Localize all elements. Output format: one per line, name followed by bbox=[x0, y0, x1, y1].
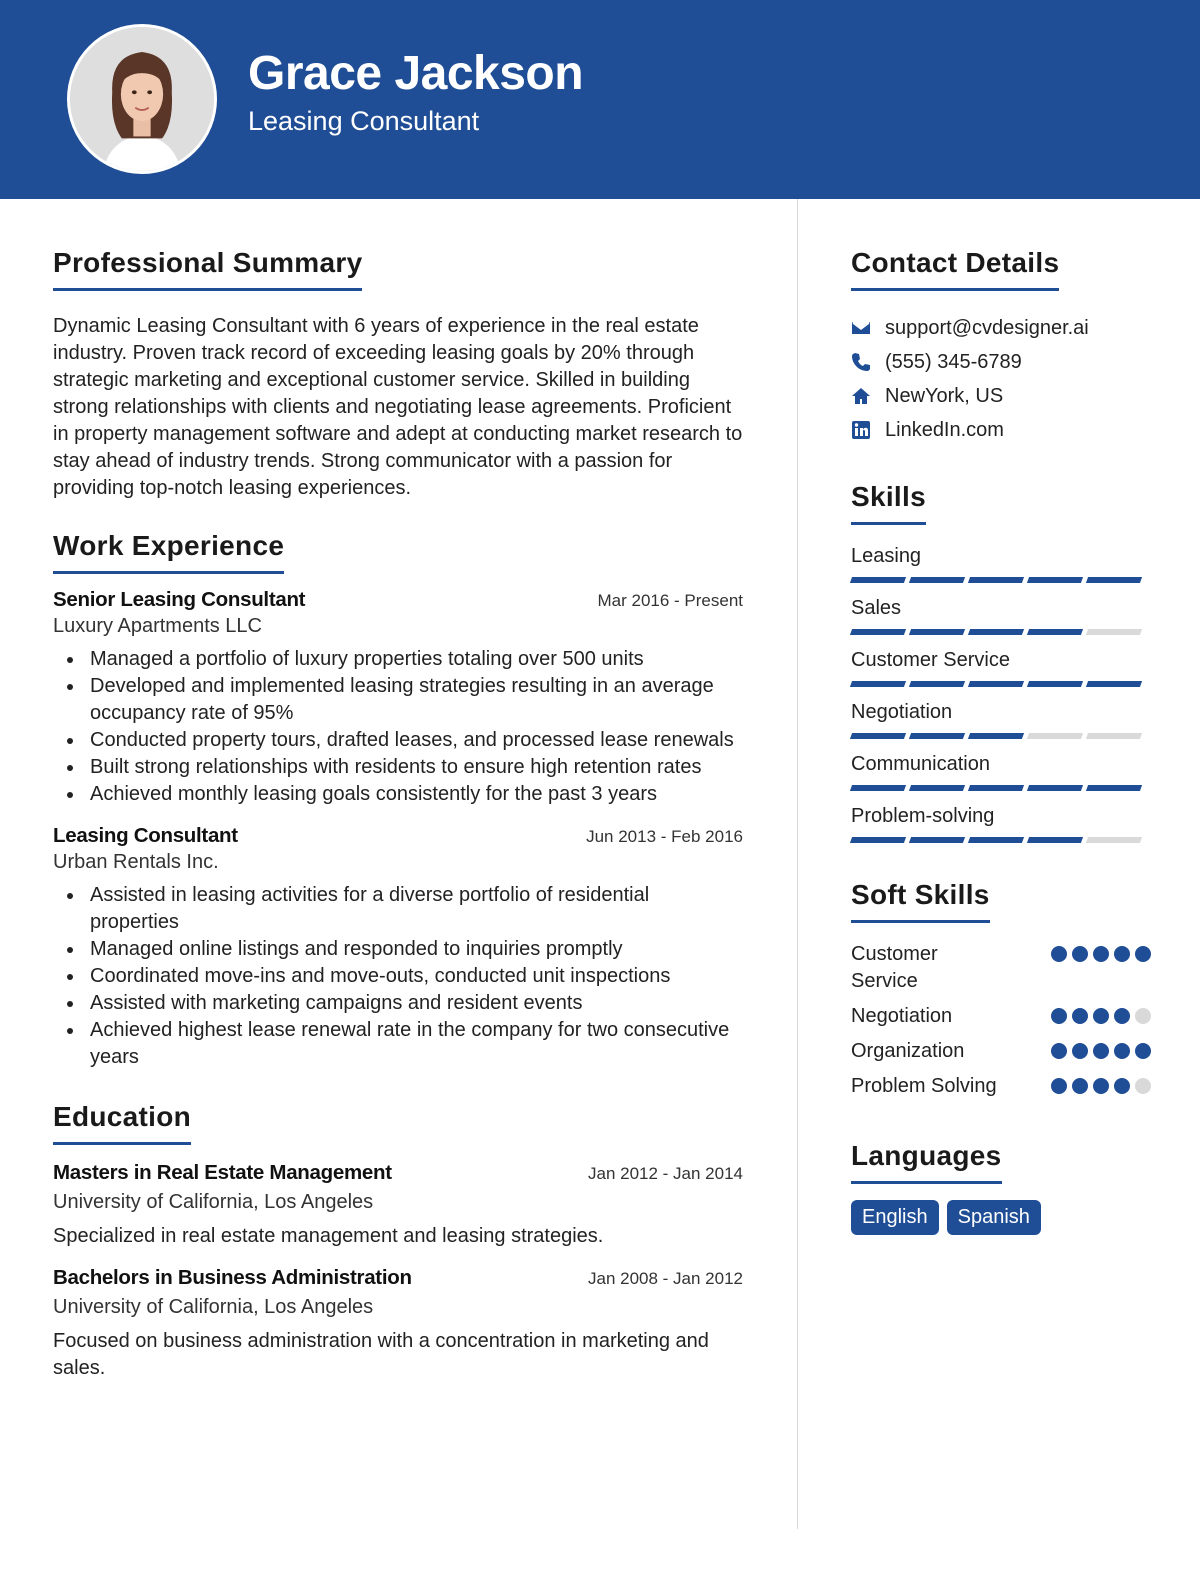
skill-level-bar bbox=[851, 629, 1151, 635]
section-heading: Professional Summary bbox=[53, 247, 362, 291]
job-bullets bbox=[53, 882, 743, 1071]
linkedin-text: LinkedIn.com bbox=[885, 418, 1004, 441]
skill-item bbox=[851, 595, 1151, 635]
list-item: Assisted with marketing campaigns and resident events bbox=[53, 990, 743, 1017]
language-badge: English bbox=[851, 1200, 939, 1235]
contact-linkedin[interactable] bbox=[851, 413, 1151, 447]
skill-level-segment bbox=[1027, 733, 1083, 739]
soft-skills-section bbox=[851, 879, 1151, 1100]
degree-title: Bachelors in Business Administration bbox=[53, 1266, 412, 1289]
main-column bbox=[53, 247, 743, 1408]
skill-level-segment bbox=[1086, 681, 1142, 687]
job-title: Leasing Consultant bbox=[53, 824, 238, 847]
job-date: Jun 2013 - Feb 2016 bbox=[586, 827, 743, 846]
skill-level-segment bbox=[1027, 837, 1083, 843]
rating-dot bbox=[1051, 1043, 1067, 1059]
skill-level-segment bbox=[909, 785, 965, 791]
soft-skill-name: Customer Service bbox=[851, 943, 938, 992]
job-title: Senior Leasing Consultant bbox=[53, 588, 306, 611]
section-heading: Education bbox=[53, 1101, 191, 1145]
skill-level-segment bbox=[909, 629, 965, 635]
skill-level-segment bbox=[850, 577, 906, 583]
skill-level-segment bbox=[1027, 681, 1083, 687]
skill-item bbox=[851, 699, 1151, 739]
rating-dot bbox=[1114, 1008, 1130, 1024]
skill-level-segment bbox=[909, 577, 965, 583]
summary-text: Dynamic Leasing Consultant with 6 years of experience in the real estate industry. Proven track record of exceeding leasing goals by 20% through strategic marketing and exceptional customer service. Skilled in building strong relationships with clients and negotiating lease agreements. Proficient in property management software and adept at conducting market research to stay ahead of industry trends. Strong communicator with a passion for providing top-notch leasing experiences. bbox=[53, 315, 743, 499]
list-item: Developed and implemented leasing strategies resulting in an average occupancy rate of 95% bbox=[53, 673, 743, 727]
skill-level-segment bbox=[850, 681, 906, 687]
rating-dot bbox=[1114, 1078, 1130, 1094]
skill-name: Customer Service bbox=[851, 649, 1010, 671]
skill-name: Leasing bbox=[851, 545, 922, 567]
education-date: Jan 2008 - Jan 2012 bbox=[587, 1269, 743, 1288]
contact-location bbox=[851, 379, 1151, 413]
education-entry bbox=[53, 1266, 743, 1382]
skill-level-segment bbox=[1027, 785, 1083, 791]
list-item: Managed a portfolio of luxury properties totaling over 500 units bbox=[53, 646, 743, 673]
education-date: Jan 2012 - Jan 2014 bbox=[587, 1164, 743, 1183]
skill-level-segment bbox=[850, 733, 906, 739]
contact-section bbox=[851, 247, 1151, 447]
skills-list bbox=[851, 543, 1151, 843]
education-desc: Specialized in real estate management and leasing strategies. bbox=[53, 1225, 604, 1247]
skill-level-segment bbox=[1027, 629, 1083, 635]
rating-dot bbox=[1072, 1008, 1088, 1024]
language-badge: Spanish bbox=[947, 1200, 1041, 1235]
skills-section bbox=[851, 481, 1151, 843]
email-text: support@cvdesigner.ai bbox=[885, 316, 1089, 339]
skill-level-segment bbox=[968, 785, 1024, 791]
skill-item bbox=[851, 751, 1151, 791]
section-heading: Languages bbox=[851, 1140, 1002, 1184]
rating-dot bbox=[1135, 1078, 1151, 1094]
linkedin-icon bbox=[851, 420, 871, 440]
skill-level-segment bbox=[968, 733, 1024, 739]
candidate-name: Grace Jackson bbox=[248, 47, 584, 100]
skill-level-segment bbox=[909, 681, 965, 687]
education-desc: Focused on business administration with a concentration in marketing and sales. bbox=[53, 1330, 709, 1379]
section-heading: Contact Details bbox=[851, 247, 1059, 291]
job-entry bbox=[53, 588, 743, 808]
skill-level-bar bbox=[851, 785, 1151, 791]
soft-skill-item bbox=[851, 1038, 1151, 1065]
soft-skill-rating bbox=[1051, 946, 1151, 962]
languages-list bbox=[851, 1200, 1151, 1235]
soft-skill-name: Organization bbox=[851, 1040, 965, 1062]
skill-level-segment bbox=[1027, 577, 1083, 583]
location-text: NewYork, US bbox=[885, 384, 1004, 407]
phone-icon bbox=[851, 352, 871, 372]
skill-level-segment bbox=[909, 837, 965, 843]
skill-item bbox=[851, 803, 1151, 843]
skill-level-bar bbox=[851, 837, 1151, 843]
rating-dot bbox=[1135, 1008, 1151, 1024]
list-item: Achieved highest lease renewal rate in the company for two consecutive years bbox=[53, 1017, 743, 1071]
school-name: University of California, Los Angeles bbox=[53, 1191, 374, 1213]
section-heading: Soft Skills bbox=[851, 879, 990, 923]
skill-level-segment bbox=[1086, 837, 1142, 843]
education-entry bbox=[53, 1161, 743, 1250]
list-item: Achieved monthly leasing goals consistently for the past 3 years bbox=[53, 781, 743, 808]
skill-name: Communication bbox=[851, 753, 990, 775]
soft-skill-name: Problem Solving bbox=[851, 1075, 997, 1097]
header-banner bbox=[0, 0, 1200, 199]
contact-phone[interactable] bbox=[851, 345, 1151, 379]
list-item: Built strong relationships with residents to ensure high retention rates bbox=[53, 754, 743, 781]
candidate-title: Leasing Consultant bbox=[248, 106, 480, 136]
soft-skills-list bbox=[851, 941, 1151, 1100]
job-date: Mar 2016 - Present bbox=[597, 591, 743, 610]
section-heading: Work Experience bbox=[53, 530, 284, 574]
rating-dot bbox=[1093, 946, 1109, 962]
rating-dot bbox=[1135, 946, 1151, 962]
skill-level-bar bbox=[851, 577, 1151, 583]
column-divider bbox=[797, 199, 798, 1529]
skill-name: Negotiation bbox=[851, 701, 953, 723]
soft-skill-rating bbox=[1051, 1008, 1151, 1024]
job-company: Urban Rentals Inc. bbox=[53, 851, 219, 873]
degree-title: Masters in Real Estate Management bbox=[53, 1161, 392, 1184]
soft-skill-name: Negotiation bbox=[851, 1005, 953, 1027]
skill-level-segment bbox=[1086, 785, 1142, 791]
skill-item bbox=[851, 647, 1151, 687]
phone-text: (555) 345-6789 bbox=[885, 350, 1022, 373]
rating-dot bbox=[1114, 1043, 1130, 1059]
skill-level-segment bbox=[850, 837, 906, 843]
skill-level-segment bbox=[968, 681, 1024, 687]
skill-name: Problem-solving bbox=[851, 805, 995, 827]
job-bullets bbox=[53, 646, 743, 808]
rating-dot bbox=[1093, 1008, 1109, 1024]
languages-section bbox=[851, 1140, 1151, 1235]
rating-dot bbox=[1051, 1078, 1067, 1094]
profile-photo bbox=[70, 27, 214, 171]
skill-level-bar bbox=[851, 681, 1151, 687]
skill-level-segment bbox=[850, 785, 906, 791]
soft-skill-rating bbox=[1051, 1078, 1151, 1094]
home-icon bbox=[851, 386, 871, 406]
rating-dot bbox=[1072, 1043, 1088, 1059]
skill-level-segment bbox=[968, 837, 1024, 843]
rating-dot bbox=[1072, 1078, 1088, 1094]
job-company: Luxury Apartments LLC bbox=[53, 615, 262, 637]
rating-dot bbox=[1093, 1078, 1109, 1094]
rating-dot bbox=[1114, 946, 1130, 962]
soft-skill-item bbox=[851, 1003, 1151, 1030]
list-item: Assisted in leasing activities for a diverse portfolio of residential properties bbox=[53, 882, 743, 936]
section-heading: Skills bbox=[851, 481, 926, 525]
list-item: Managed online listings and responded to inquiries promptly bbox=[53, 936, 743, 963]
skill-level-segment bbox=[850, 629, 906, 635]
rating-dot bbox=[1093, 1043, 1109, 1059]
rating-dot bbox=[1135, 1043, 1151, 1059]
skill-level-segment bbox=[1086, 629, 1142, 635]
experience-section bbox=[53, 530, 743, 1071]
skill-level-segment bbox=[968, 629, 1024, 635]
list-item: Coordinated move-ins and move-outs, conducted unit inspections bbox=[53, 963, 743, 990]
soft-skill-item bbox=[851, 1073, 1151, 1100]
job-entry bbox=[53, 824, 743, 1071]
skill-level-segment bbox=[968, 577, 1024, 583]
school-name: University of California, Los Angeles bbox=[53, 1296, 374, 1318]
summary-section bbox=[53, 247, 743, 502]
skill-level-segment bbox=[1086, 577, 1142, 583]
skill-level-bar bbox=[851, 733, 1151, 739]
sidebar-column bbox=[851, 247, 1151, 1261]
education-section bbox=[53, 1101, 743, 1382]
skill-name: Sales bbox=[851, 597, 902, 619]
contact-email[interactable] bbox=[851, 311, 1151, 345]
skill-level-segment bbox=[909, 733, 965, 739]
skill-level-segment bbox=[1086, 733, 1142, 739]
avatar bbox=[67, 24, 217, 174]
list-item: Conducted property tours, drafted leases, and processed lease renewals bbox=[53, 727, 743, 754]
soft-skill-item bbox=[851, 941, 1151, 995]
rating-dot bbox=[1051, 946, 1067, 962]
envelope-icon bbox=[851, 318, 871, 338]
skill-item bbox=[851, 543, 1151, 583]
rating-dot bbox=[1051, 1008, 1067, 1024]
soft-skill-rating bbox=[1051, 1043, 1151, 1059]
rating-dot bbox=[1072, 946, 1088, 962]
